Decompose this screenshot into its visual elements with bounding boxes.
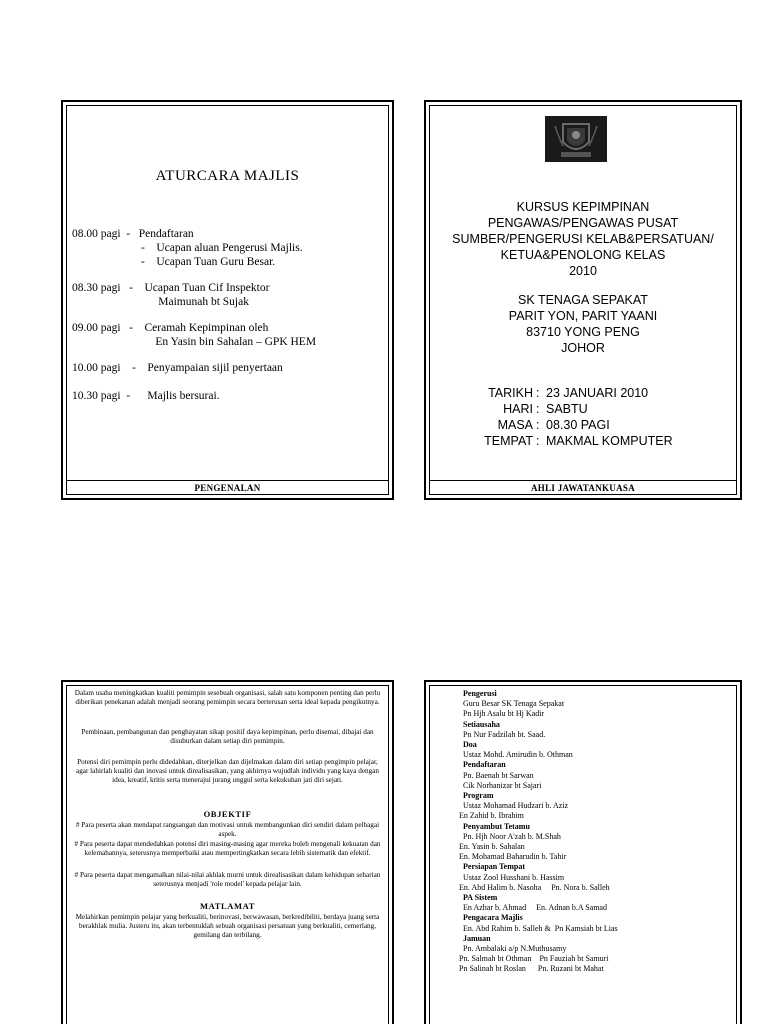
committee-role: Pendaftaran — [463, 760, 506, 770]
time-label: MASA — [497, 418, 533, 432]
cover-panel — [424, 100, 742, 500]
course-title — [430, 199, 736, 279]
committee-role: Penyambut Tetamu — [463, 821, 530, 831]
committee-role: Persiapan Tempat — [463, 862, 526, 872]
schedule-line: Maimunah bt Sujak — [72, 296, 249, 308]
committee-member: Pn. Ambalaki a/p N.Muthusamy — [463, 944, 567, 954]
committee-member: Cik Norhanizar bt Sajari — [463, 780, 542, 790]
committee-role: Jamuan — [463, 933, 491, 943]
intro-paragraph: Dalam usaha meningkatkan kualiti pemimpin sesebuah organisasi, salah satu komponen penting dan perlu diberikan penekanan adalah menjadi seorang pemimpin secara berterusan serta ideal kepada pengikutnya. — [74, 689, 381, 706]
committee-role: Setiausaha — [463, 719, 500, 729]
schedule-line: 10.00 pagi - Penyampaian sijil penyertaan — [72, 362, 283, 374]
panel-footer-label: AHLI JAWATANKUASA — [429, 480, 737, 495]
time-colon: : — [536, 418, 540, 432]
intro-paragraph: Pembinaan, pembangunan dan penghayatan sikap positif daya kepimpinan, perlu disemai, dibajai dan disuburkan dalam setiap diri pemimpin. — [81, 728, 374, 745]
schedule-line: - Ucapan aluan Pengerusi Majlis. — [72, 242, 303, 254]
committee-member: Pn. Baenah bt Sarwan — [463, 770, 534, 780]
time-value: 08.30 PAGI — [546, 418, 610, 432]
panel-footer-label: PENGENALAN — [66, 480, 389, 495]
schedule-line: 08.00 pagi - Pendaftaran — [72, 228, 194, 240]
aturcara-title: ATURCARA MAJLIS — [155, 168, 300, 184]
objektif-heading: OBJEKTIF — [203, 809, 252, 819]
intro-paragraph: Potensi diri pemimpin perlu didedahkan, diterjelkan dan dijelmakan dalam diri setiap pengimpin pelajar, agar lahirlah kualiti dan inovasi untuk direalisasikan, yang akhirnya wujudlah individu yang kaya dengan idea, kreatif, kritis serta menerajui jurang unggul serta kekukuhan jati diri sejati. — [76, 758, 379, 784]
course-line: PENGAWAS/PENGAWAS PUSAT — [487, 216, 679, 230]
committee-inner-border — [429, 685, 737, 1024]
schedule-line: - Ucapan Tuan Guru Besar. — [72, 256, 276, 268]
schedule-line: 08.30 pagi - Ucapan Tuan Cif Inspektor — [72, 282, 270, 294]
venue-colon: : — [536, 434, 540, 448]
objektif-item: # Para peserta akan mendapat rangsangan dan motivasi untuk membangunkan diri sendiri dalam pelbagai aspek. — [75, 821, 380, 838]
course-line: SUMBER/PENGERUSI KELAB&PERSATUAN/ — [452, 232, 714, 246]
pengenalan-inner-border — [66, 685, 389, 1024]
committee-member: Pn Salinah bt Roslan Pn. Ruzani bt Mahat — [459, 964, 604, 974]
date-colon: : — [536, 386, 540, 400]
venue-label: TEMPAT — [484, 434, 533, 448]
cover-inner-border — [429, 105, 737, 495]
committee-role: Pengacara Majlis — [463, 913, 523, 923]
address-line: JOHOR — [561, 341, 605, 355]
day-colon: : — [536, 402, 540, 416]
committee-role: PA Sistem — [463, 893, 498, 903]
school-crest-icon — [545, 116, 607, 162]
committee-member: Ustaz Mohd. Amirudin b. Othman — [463, 750, 573, 760]
committee-member: Ustaz Mohamad Hudzari b. Aziz — [463, 801, 569, 811]
committee-role: Doa — [463, 740, 477, 750]
course-line: KURSUS KEPIMPINAN — [516, 200, 650, 214]
committee-member: Guru Besar SK Tenaga Sepakat — [463, 699, 565, 709]
course-year: 2010 — [569, 264, 597, 278]
committee-member: Ustaz Zool Husshani b. Hassim — [463, 872, 565, 882]
course-line: KETUA&PENOLONG KELAS — [500, 248, 666, 262]
schedule-line: 09.00 pagi - Ceramah Kepimpinan oleh — [72, 322, 269, 334]
objektif-item: # Para peserta dapat mendedahkan potensi diri masing-masing agar mereka boleh mengenali kekuatan dan kelemahannya, seterusnya memperbaiki atau mempertingkatkan secara lebih sistematik dan efektif. — [74, 840, 381, 857]
committee-role: Program — [463, 791, 494, 801]
school-name: SK TENAGA SEPAKAT — [518, 293, 648, 307]
committee-member: Pn Hjh Asalu bt Hj Kadir — [463, 709, 545, 719]
committee-member: Pn. Salmah bt Othman Pn Fauziah bt Samuri — [459, 954, 609, 964]
objektif-item: # Para peserta dapat mengamalkan nilai-nilai akhlak murni untuk direalisasikan dalam kehidupan seharian seterusnya menjadi 'role model' kepada pelajar lain. — [74, 871, 381, 888]
aturcara-panel — [61, 100, 394, 500]
pengenalan-panel — [61, 680, 394, 1024]
aturcara-inner-border — [66, 105, 389, 495]
matlamat-paragraph: Melahirkan pemimpin pelajar yang berkualiti, berinovasi, berwawasan, berkredibiliti, berdaya juang serta berakhlak mulia. Justeru itu, akan terbentuklah sebuah organisasi persatuan yang berkualiti, cemerlang, gemilang dan terbilang. — [75, 913, 380, 939]
school-address — [430, 292, 736, 356]
address-line: PARIT YON, PARIT YAANI — [508, 309, 658, 323]
committee-list — [459, 689, 618, 975]
day-label: HARI — [503, 402, 533, 416]
day-value: SABTU — [546, 402, 588, 416]
schedule-line: En Yasin bin Sahalan – GPK HEM — [72, 336, 317, 348]
committee-member: En. Yasin b. Sahalan — [459, 842, 525, 852]
committee-role: Pengerusi — [463, 689, 497, 698]
venue-value: MAKMAL KOMPUTER — [546, 434, 673, 448]
date-label: TARIKH — [488, 386, 533, 400]
address-line: 83710 YONG PENG — [526, 325, 640, 339]
matlamat-heading: MATLAMAT — [199, 901, 255, 911]
committee-member: En Zahid b. Ibrahim — [459, 811, 524, 821]
committee-member: Pn. Hjh Noor A'zah b. M.Shah — [463, 831, 561, 841]
committee-member: En. Abd Halim b. Nasoha Pn. Nora b. Salleh — [459, 882, 610, 892]
schedule-line: 10.30 pagi - Majlis bersurai. — [72, 390, 220, 402]
committee-member: Pn Nur Fadzilah bt. Saad. — [463, 729, 546, 739]
committee-member: En Azhar b. Ahmad En. Adnan b.A Samad — [463, 903, 607, 913]
committee-member: En. Mohamad Baharudin b. Tahir — [459, 852, 567, 862]
committee-member: En. Abd Rahim b. Salleh & Pn Kamsiah bt Lias — [463, 923, 618, 933]
committee-panel — [424, 680, 742, 1024]
date-value: 23 JANUARI 2010 — [546, 386, 649, 400]
